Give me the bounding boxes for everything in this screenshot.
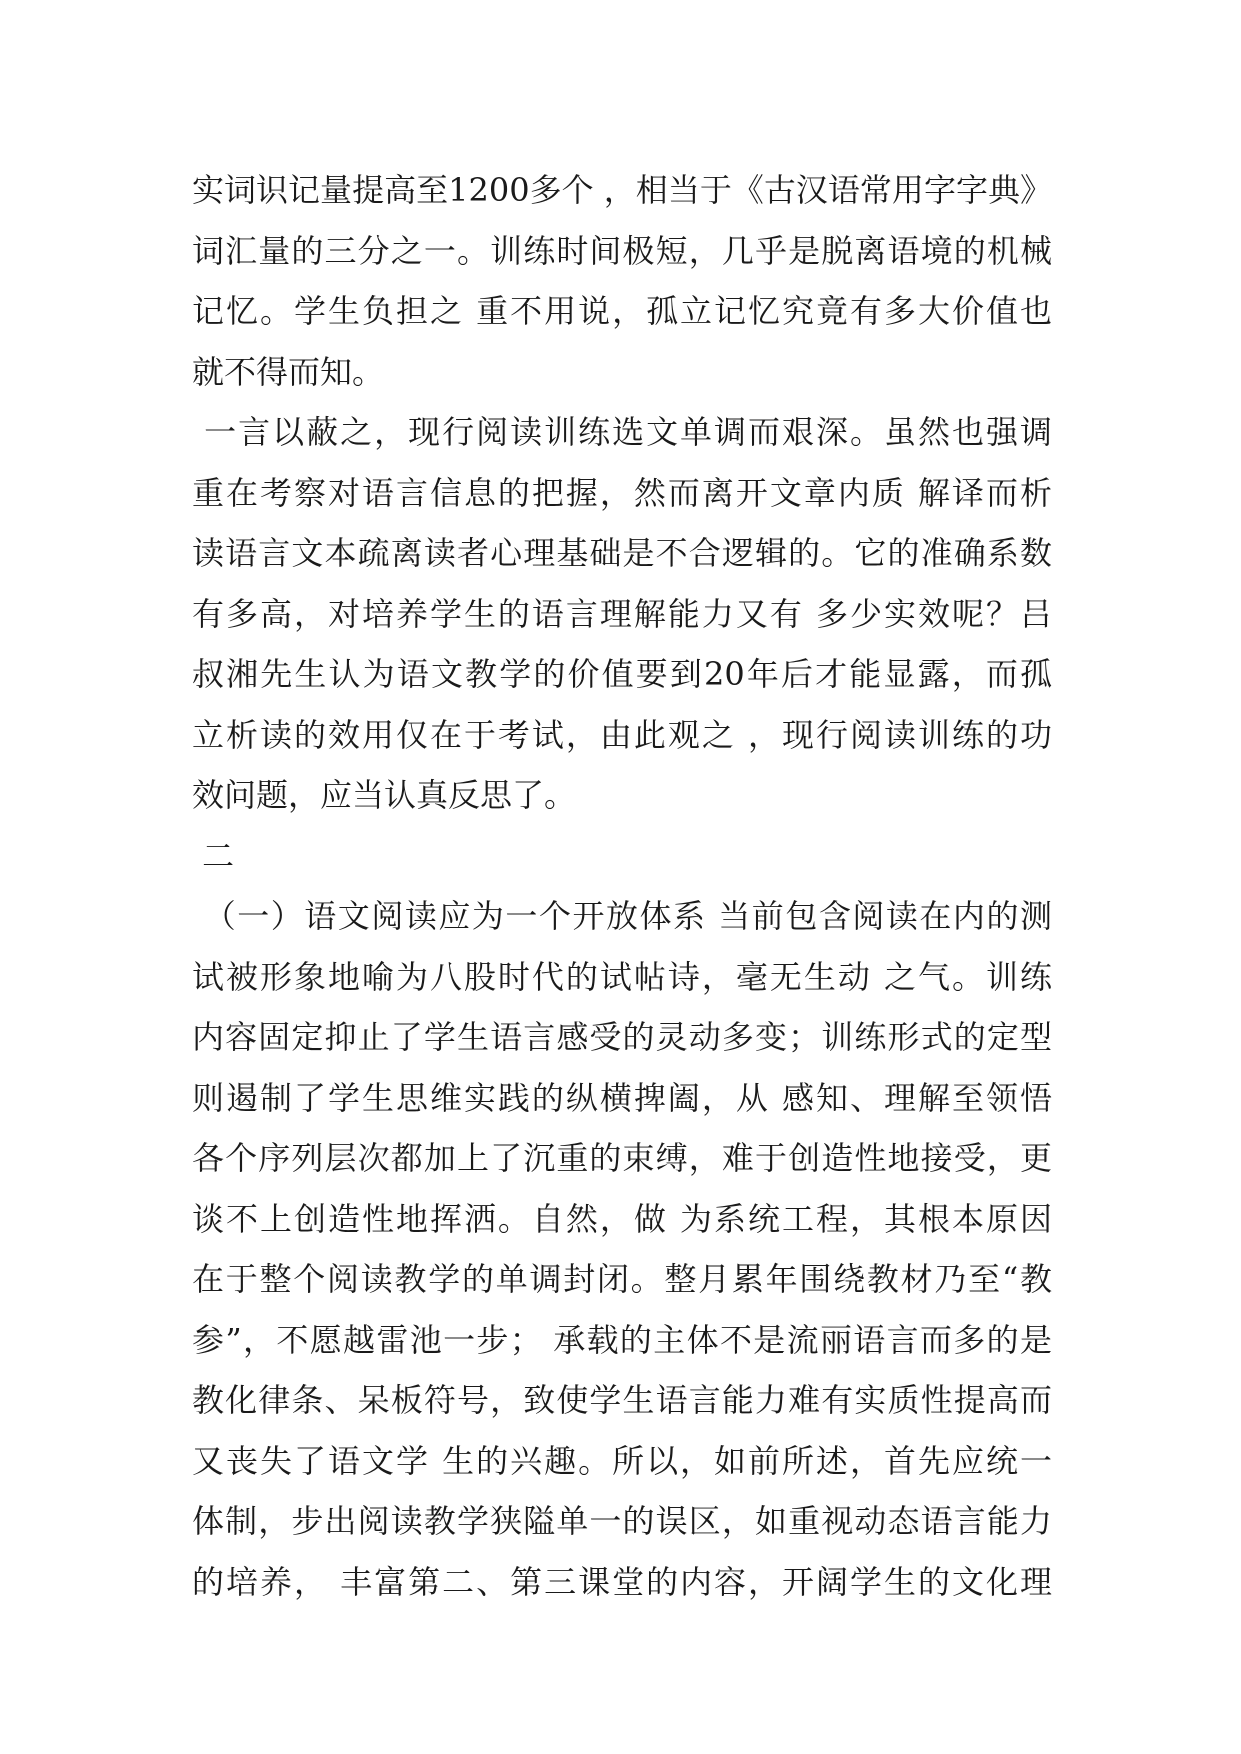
text-line: 叔湘先生认为语文教学的价值要到20年后才能显露，而孤	[192, 655, 1052, 693]
text-line: 实词识记量提高至1200多个 ，相当于《古汉语常用字字典》	[192, 171, 1052, 209]
text-line: （一）语文阅读应为一个开放体系 当前包含阅读在内的测	[192, 897, 1052, 935]
text-line: 读语言文本疏离读者心理基础是不合逻辑的。它的准确系数	[192, 534, 1052, 572]
text-line: 又丧失了语文学 生的兴趣。所以，如前所述，首先应统一	[192, 1441, 1052, 1480]
section-heading: 二	[192, 836, 235, 875]
text-line: 重在考察对语言信息的把握，然而离开文章内质 解译而析	[192, 473, 1052, 512]
text-line: 体制，步出阅读教学狭隘单一的误区，如重视动态语言能力	[192, 1502, 1052, 1540]
text-line: 的培养， 丰富第二、第三课堂的内容，开阔学生的文化理	[192, 1562, 1052, 1601]
text-line: 谈不上创造性地挥洒。自然，做 为系统工程，其根本原因	[192, 1199, 1052, 1238]
text-line: 一言以蔽之，现行阅读训练选文单调而艰深。虽然也强调	[192, 413, 1052, 451]
text-line: 教化律条、呆板符号，致使学生语言能力难有实质性提高而	[192, 1381, 1052, 1419]
text-line: 立析读的效用仅在于考试，由此观之 ，现行阅读训练的功	[192, 715, 1052, 754]
text-line: 内容固定抑止了学生语言感受的灵动多变；训练形式的定型	[192, 1018, 1052, 1056]
document-page	[192, 160, 1052, 1612]
text-line: 有多高，对培养学生的语言理解能力又有 多少实效呢？吕	[192, 594, 1052, 633]
text-line: 就不得而知。	[192, 352, 385, 391]
text-line: 效问题，应当认真反思了。	[192, 776, 577, 814]
text-line: 参”，不愿越雷池一步； 承载的主体不是流丽语言而多的是	[192, 1320, 1052, 1359]
text-line: 则遏制了学生思维实践的纵横捭阖，从 感知、理解至领悟	[192, 1078, 1052, 1117]
text-line: 记忆。学生负担之 重不用说，孤立记忆究竟有多大价值也	[192, 292, 1052, 330]
text-line: 在于整个阅读教学的单调封闭。整月累年围绕教材乃至“教	[192, 1260, 1052, 1298]
text-line: 各个序列层次都加上了沉重的束缚，难于创造性地接受，更	[192, 1139, 1052, 1177]
text-line: 词汇量的三分之一。训练时间极短，几乎是脱离语境的机械	[192, 231, 1052, 270]
text-line: 试被形象地喻为八股时代的试帖诗，毫无生动 之气。训练	[192, 957, 1052, 996]
